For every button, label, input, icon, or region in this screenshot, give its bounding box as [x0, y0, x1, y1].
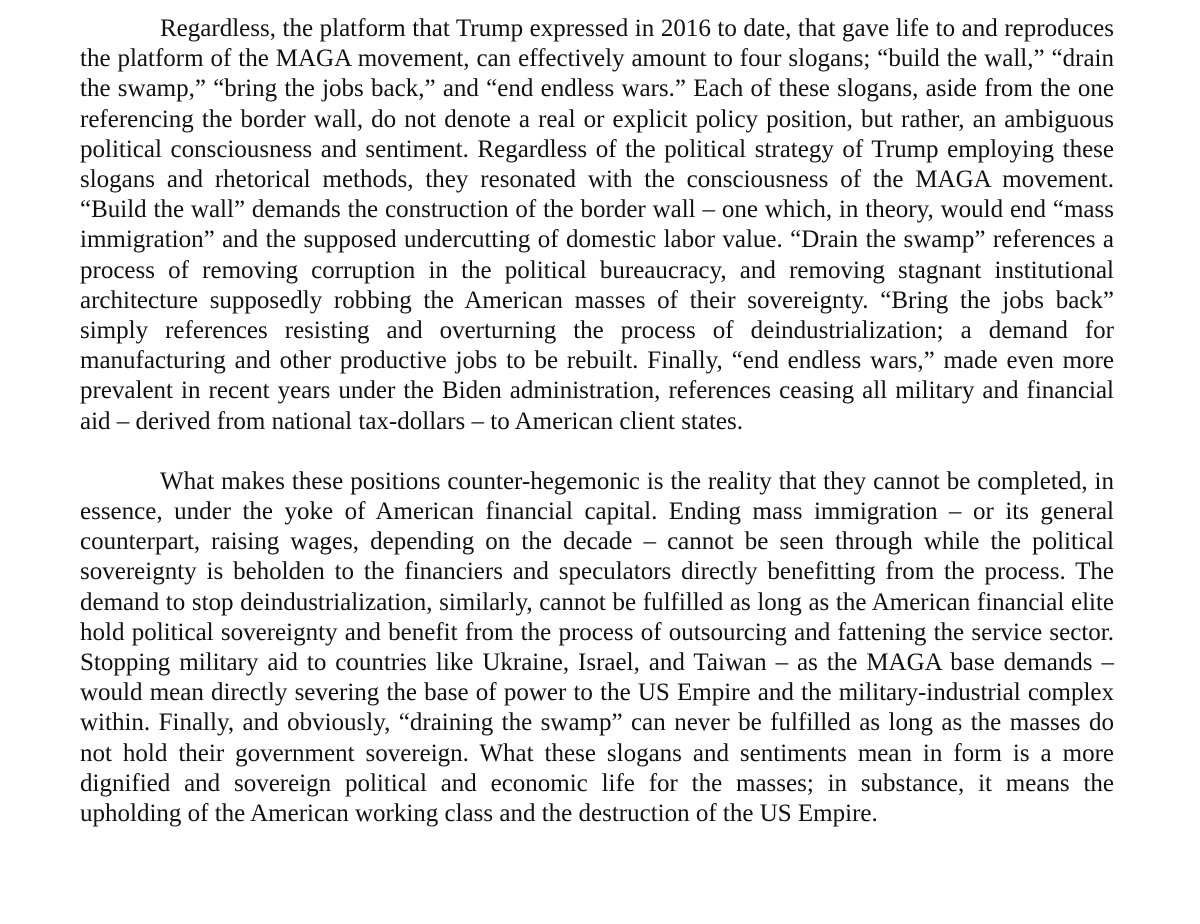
- paragraph-counter-hegemonic: What makes these positions counter-hegemonic is the reality that they cannot be completed, in essence, under the yoke of American financial capital. Ending mass immigration – or its general counterpart, raising wages, depending on the decade – cannot be seen through while the political sovereignty is beholden to the financiers and speculators directly benefitting from the process. The demand to stop deindustrialization, similarly, cannot be fulfilled as long as the American financial elite hold political sovereignty and benefit from the process of outsourcing and fattening the service sector. Stopping military aid to countries like Ukraine, Israel, and Taiwan – as the MAGA base demands – would mean directly severing the base of power to the US Empire and the military-industrial complex within. Finally, and obviously, “draining the swamp” can never be fulfilled as long as the masses do not hold their government sovereign. What these slogans and sentiments mean in form is a more dignified and sovereign political and economic life for the masses; in substance, it means the upholding of the American working class and the destruction of the US Empire.: [80, 467, 1114, 828]
- document-page: [80, 14, 1114, 829]
- paragraph-slogans: Regardless, the platform that Trump expressed in 2016 to date, that gave life to and reproduces the platform of the MAGA movement, can effectively amount to four slogans; “build the wall,” “drain the swamp,” “bring the jobs back,” and “end endless wars.” Each of these slogans, aside from the one referencing the border wall, do not denote a real or explicit policy position, but rather, an ambiguous political consciousness and sentiment. Regardless of the political strategy of Trump employing these slogans and rhetorical methods, they resonated with the consciousness of the MAGA movement. “Build the wall” demands the construction of the border wall – one which, in theory, would end “mass immigration” and the supposed undercutting of domestic labor value. “Drain the swamp” references a process of removing corruption in the political bureaucracy, and removing stagnant institutional architecture supposedly robbing the American masses of their sovereignty. “Bring the jobs back” simply references resisting and overturning the process of deindustrialization; a demand for manufacturing and other productive jobs to be rebuilt. Finally, “end endless wars,” made even more prevalent in recent years under the Biden administration, references ceasing all military and financial aid – derived from national tax-dollars – to American client states.: [80, 15, 1114, 435]
